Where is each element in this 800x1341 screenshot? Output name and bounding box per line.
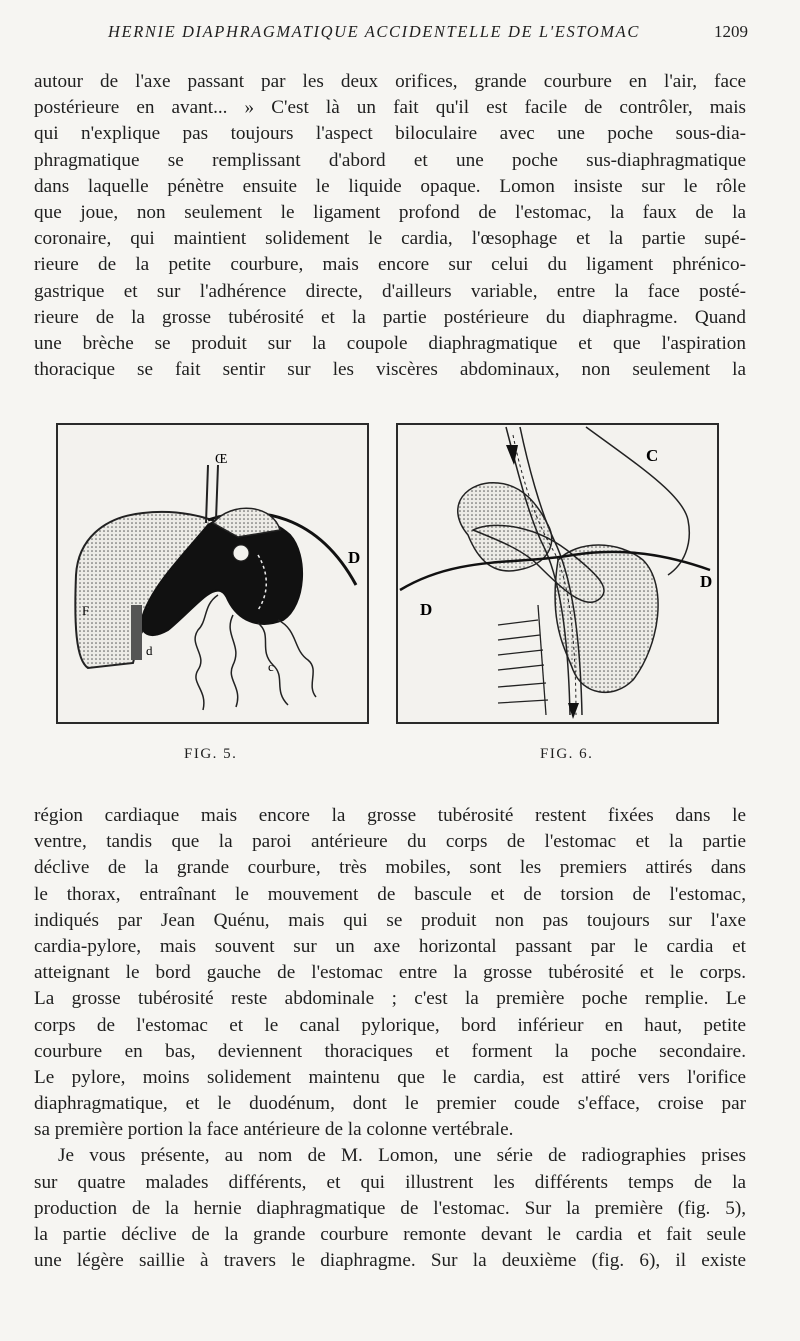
label-d-left: D	[420, 600, 433, 619]
stomach-pouch	[555, 545, 658, 692]
text-line: la partie déclive de la grande courbure remonte devant le cardia et fait seule	[34, 1224, 746, 1245]
text-line: que joue, non seulement le ligament profond de l'estomac, la faux de la	[34, 201, 746, 223]
page-number: 1209	[714, 22, 748, 41]
oesophagus-line	[206, 465, 218, 523]
text-line: sur quatre malades différents, et qui illustrent les différents temps de la	[34, 1171, 746, 1193]
label-d-upper: D	[348, 548, 361, 567]
intestine-loop	[278, 620, 316, 697]
spine-edge	[538, 605, 546, 715]
text-line: gastrique et sur l'adhérence directe, d'ailleurs variable, entre la face posté-	[34, 280, 746, 302]
text-line: postérieure en avant... » C'est là un fait qu'il est facile de contrôler, mais	[34, 97, 746, 119]
arrow-down	[506, 445, 518, 465]
figure-6-caption: FIG. 6.	[540, 746, 594, 762]
paragraph-top	[34, 69, 746, 383]
text-line: sa première portion la face antérieure de la colonne vertébrale.	[34, 1119, 514, 1141]
label-f: F	[82, 603, 90, 618]
text-line: rieure de la grosse tubérosité et la partie postérieure du diaphragme. Quand	[34, 306, 746, 328]
label-d-lower: d	[146, 643, 153, 658]
text-line: région cardiaque mais encore la grosse tubérosité restent fixées dans le	[34, 805, 746, 826]
text-line: atteignant le bord gauche de l'estomac entre la grosse tubérosité et le corps.	[34, 962, 746, 984]
pylorus-circle	[233, 545, 249, 561]
intestine-loop	[195, 595, 218, 710]
text-line: cardia-pylore, mais souvent sur un axe horizontal passant par le cardia et	[34, 935, 746, 957]
text-line: indiqués par Jean Quénu, mais qui se produit non pas toujours sur l'axe	[34, 909, 746, 931]
label-d-right: D	[700, 572, 713, 591]
text-line: production de la hernie diaphragmatique de l'estomac. Sur la première (fig. 5),	[34, 1197, 746, 1219]
text-line: rieure de la petite courbure, mais encore sur celui du ligament phrénico-	[34, 254, 746, 276]
text-line: phragmatique se remplissant d'abord et une poche sus-diaphragmatique	[34, 149, 746, 171]
text-line: coronaire, qui maintient solidement le cardia, l'œsophage et la partie supé-	[34, 228, 746, 250]
text-line: Je vous présente, au nom de M. Lomon, une série de radiographies prises	[58, 1145, 746, 1167]
text-line: dans laquelle pénètre ensuite le liquide opaque. Lomon insiste sur le rôle	[34, 175, 746, 197]
text-line: autour de l'axe passant par les deux orifices, grande courbure en l'air, face	[34, 71, 746, 92]
text-line: déclive de la grande courbure, très mobiles, sont les premiers attirés dans	[34, 857, 746, 879]
text-line: corps de l'estomac et le canal pylorique, bord inférieur en haut, petite	[34, 1014, 746, 1036]
label-oe: Œ	[215, 452, 228, 467]
duodenum-strip	[131, 605, 142, 660]
figure-5	[56, 423, 369, 724]
text-line: Le pylore, moins solidement maintenu que le cardia, est attiré vers l'orifice	[34, 1066, 746, 1088]
paragraph-bottom	[34, 803, 746, 1274]
text-line: qui n'explique pas toujours l'aspect biloculaire avec une poche sous-dia-	[34, 123, 746, 145]
text-line: courbure en bas, deviennent thoraciques et forment la poche secondaire.	[34, 1040, 746, 1062]
text-line: thoracique se fait sentir sur les viscères abdominaux, non seulement la	[34, 359, 746, 381]
figure-6	[396, 423, 719, 724]
text-line: diaphragmatique, et le duodénum, dont le premier coude s'efface, croise par	[34, 1093, 746, 1115]
text-line: ventre, tandis que la paroi antérieure du corps de l'estomac et la partie	[34, 831, 746, 853]
label-c-upper: C	[646, 446, 659, 465]
text-line: une légère saillie à travers le diaphragme. Sur la deuxième (fig. 6), il existe	[34, 1250, 746, 1272]
running-title: HERNIE DIAPHRAGMATIQUE ACCIDENTELLE DE L'ESTOMAC	[108, 22, 640, 41]
figure-5-illustration	[58, 425, 367, 722]
running-head	[0, 20, 800, 46]
text-line: le thorax, entraînant le mouvement de bascule et de torsion de l'estomac,	[34, 883, 746, 905]
figure-6-illustration	[398, 425, 717, 722]
intestine-loop	[230, 615, 238, 707]
figure-5-caption: FIG. 5.	[184, 746, 238, 762]
text-line: une brèche se produit sur la coupole diaphragmatique et que l'aspiration	[34, 332, 746, 354]
label-c: c	[268, 659, 274, 674]
text-line: La grosse tubérosité reste abdominale ; c'est la première poche remplie. Le	[34, 988, 746, 1010]
